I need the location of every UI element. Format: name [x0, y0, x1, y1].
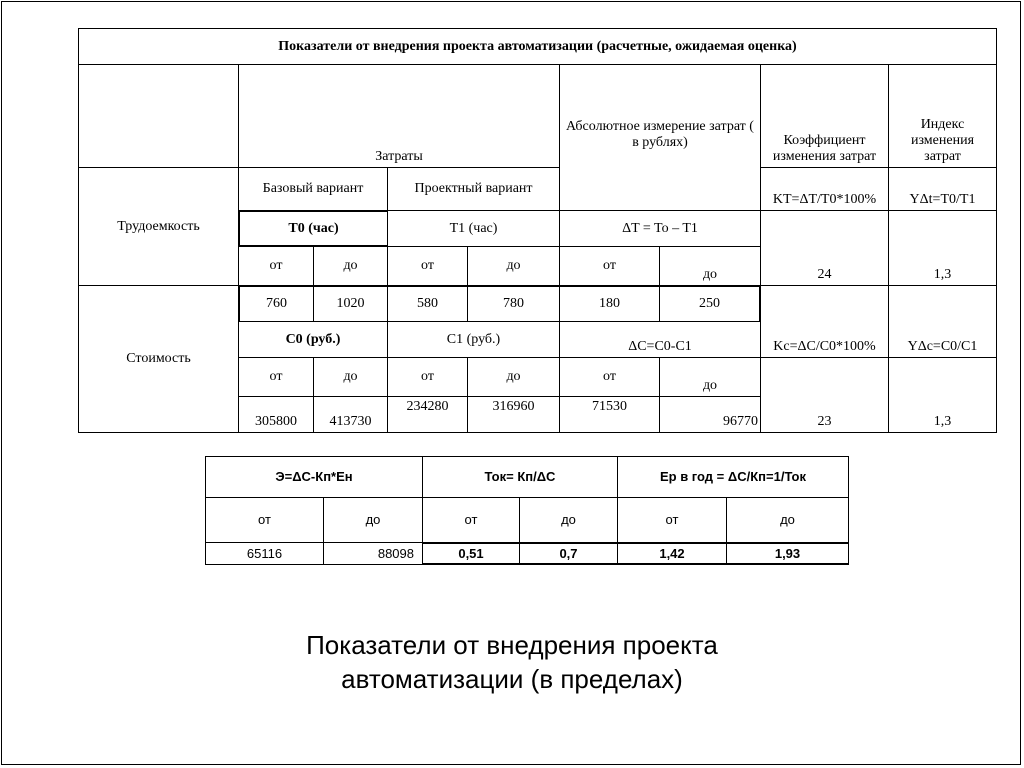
delta-t-header: ΔT = To – T1 — [559, 210, 761, 247]
t0-header: T0 (час) — [238, 210, 388, 247]
base-variant-header: Базовый вариант — [238, 167, 388, 211]
value-cell: 1,93 — [726, 542, 849, 565]
labor-index-formula: YΔt=T0/T1 — [888, 167, 997, 211]
slide-caption — [0, 628, 1024, 696]
cost-to-1: до — [313, 357, 388, 397]
cost-coef-value: 23 — [760, 357, 889, 433]
cost-label: Стоимость — [78, 285, 239, 433]
labor-value: 180 — [559, 285, 660, 322]
labor-from-1: от — [238, 246, 314, 286]
subheader-from: от — [422, 497, 520, 543]
subheader-to: до — [323, 497, 423, 543]
cost-value: 71530 — [559, 396, 660, 433]
value-cell: 0,51 — [422, 542, 520, 565]
labor-to-3: до — [659, 246, 761, 286]
labor-value: 1020 — [313, 285, 388, 322]
caption-line-1: Показатели от внедрения проекта — [306, 630, 718, 660]
cost-value: 305800 — [238, 396, 314, 433]
project-variant-header: Проектный вариант — [387, 167, 560, 211]
cost-value: 413730 — [313, 396, 388, 433]
subheader-from: от — [617, 497, 727, 543]
caption-line-2: автоматизации (в пределах) — [341, 664, 683, 694]
delta-c-header: ΔC=C0-C1 — [559, 321, 761, 358]
value-cell: 0,7 — [519, 542, 618, 565]
cost-from-3: от — [559, 357, 660, 397]
cost-index-value: 1,3 — [888, 357, 997, 433]
labor-label: Трудоемкость — [78, 167, 239, 286]
labor-to-1: до — [313, 246, 388, 286]
efficiency-coef-header: Ер в год = ΔC/Кп=1/Ток — [617, 456, 849, 498]
labor-value: 780 — [467, 285, 560, 322]
t1-header: T1 (час) — [387, 210, 560, 247]
cost-from-2: от — [387, 357, 468, 397]
labor-coef-value: 24 — [760, 210, 889, 286]
cost-value: 234280 — [387, 396, 468, 433]
coef-change-header: Коэффициент изменения затрат — [760, 64, 889, 168]
labor-index-value: 1,3 — [888, 210, 997, 286]
cost-from-1: от — [238, 357, 314, 397]
cost-value: 316960 — [467, 396, 560, 433]
cost-value: 96770 — [659, 396, 761, 433]
cost-to-2: до — [467, 357, 560, 397]
value-cell: 88098 — [323, 542, 423, 565]
labor-coef-formula: KT=ΔT/T0*100% — [760, 167, 889, 211]
economy-header: Э=ΔC-Кп*Ен — [205, 456, 423, 498]
labor-to-2: до — [467, 246, 560, 286]
c1-header: C1 (руб.) — [387, 321, 560, 358]
cost-coef-formula: Kc=ΔC/C0*100% — [760, 285, 889, 358]
cost-index-formula: YΔc=C0/C1 — [888, 285, 997, 358]
c0-header: C0 (руб.) — [238, 321, 388, 358]
subheader-to: до — [519, 497, 618, 543]
labor-from-2: от — [387, 246, 468, 286]
cost-to-3: до — [659, 357, 761, 397]
labor-value: 760 — [238, 285, 314, 322]
table-title: Показатели от внедрения проекта автоматизации (расчетные, ожидаемая оценка) — [78, 28, 997, 65]
payback-header: Ток= Кп/ΔC — [422, 456, 618, 498]
subheader-from: от — [205, 497, 324, 543]
index-change-header: Индекс изменения затрат — [888, 64, 997, 168]
costs-header: Затраты — [238, 64, 560, 168]
labor-from-3: от — [559, 246, 660, 286]
abs-change-header: Абсолютное измерение затрат ( в рублях) — [559, 64, 761, 211]
subheader-to: до — [726, 497, 849, 543]
value-cell: 1,42 — [617, 542, 727, 565]
labor-value: 580 — [387, 285, 468, 322]
value-cell: 65116 — [205, 542, 324, 565]
labor-value: 250 — [659, 285, 761, 322]
